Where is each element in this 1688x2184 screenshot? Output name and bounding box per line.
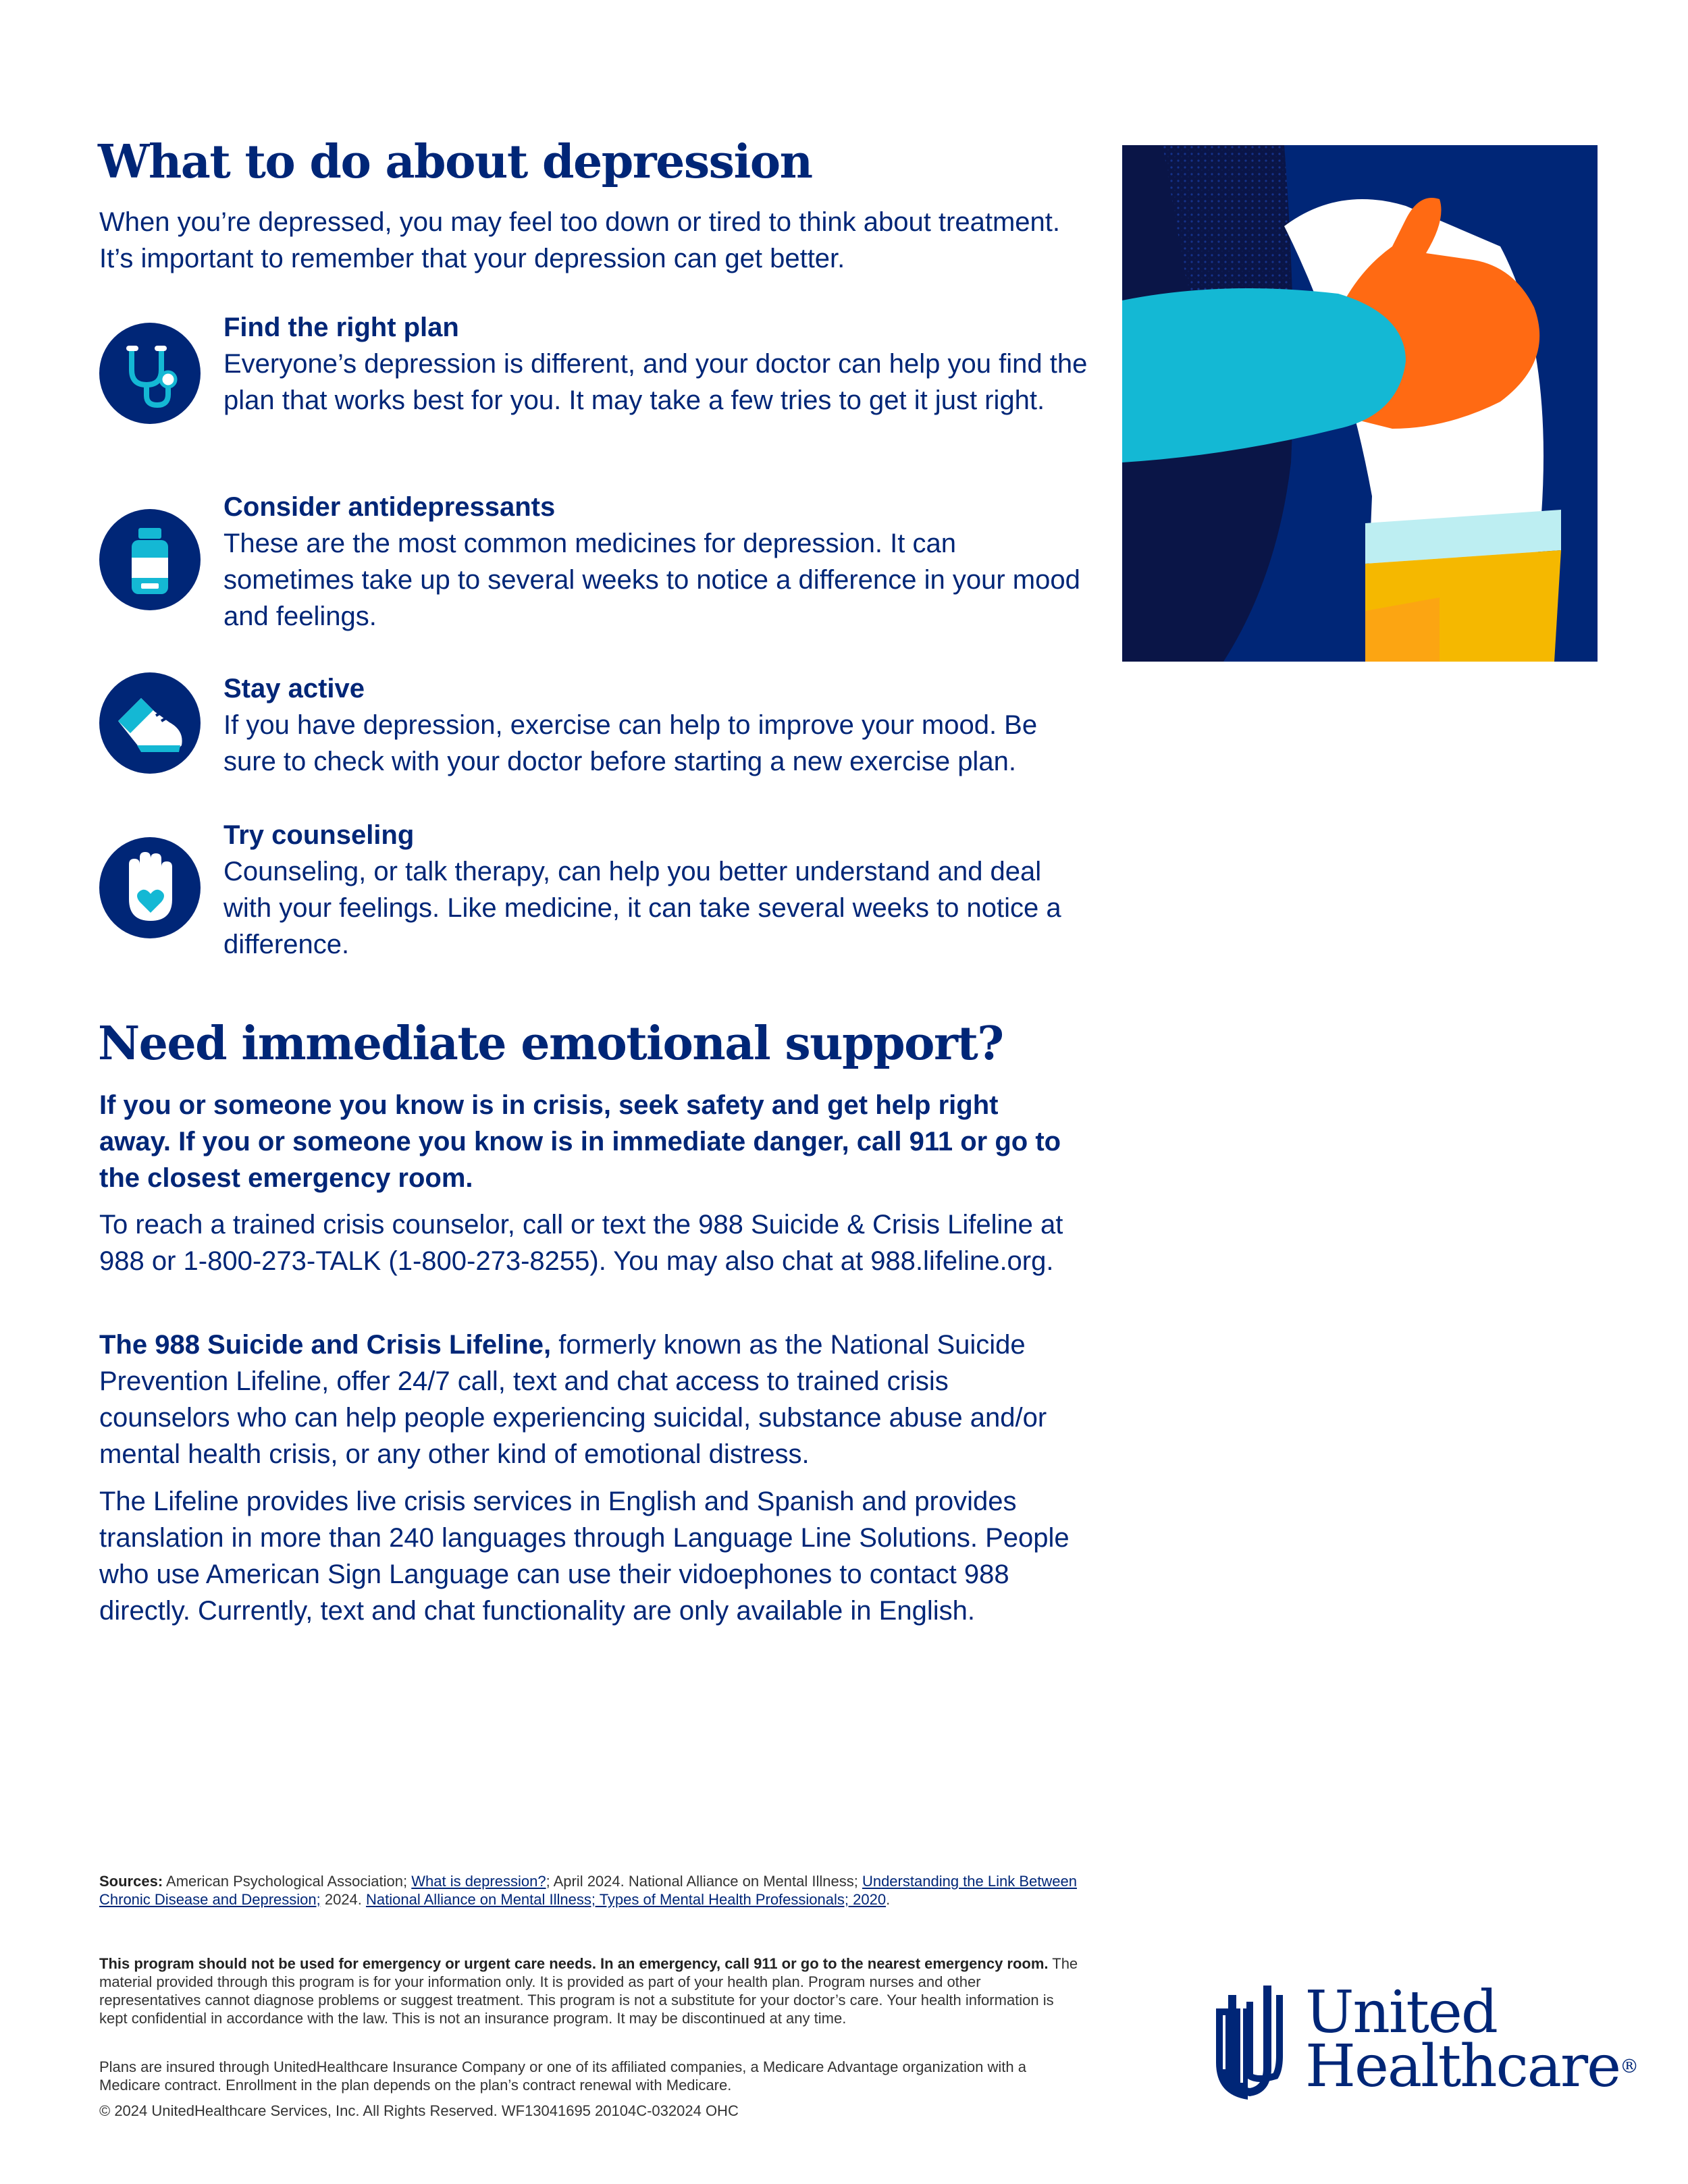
crisis-lead: If you or someone you know is in crisis, seek safety and get help right away. If you or someone you know is in immediate danger, call 911 or go to the closest emergency room.: [99, 1090, 1061, 1193]
item-body: These are the most common medicines for depression. It can sometimes take up to several weeks to notice a difference in your mood and feelings.: [223, 529, 1080, 631]
logo-line-healthcare: [1305, 2033, 1638, 2100]
item-title: Stay active: [223, 674, 365, 703]
hand-heart-icon: [99, 837, 201, 938]
disclaimer: [99, 1954, 1085, 2027]
section1-intro: When you’re depressed, you may feel too down or tired to think about treatment. It’s important to remember that your depression can get better.: [99, 207, 1061, 273]
copyright: © 2024 UnitedHealthcare Services, Inc. All Rights Reserved. WF13041695 20104C-032024 OHC: [99, 2102, 739, 2119]
u-shield-icon: [1211, 1981, 1285, 2103]
item-title: Find the right plan: [223, 313, 459, 342]
sources-text: ; April 2024. National Alliance on Mental Illness;: [546, 1873, 862, 1890]
list-item-antidepressants: [99, 489, 1085, 637]
illustration-hand-on-shoulder: [1122, 145, 1598, 662]
list-item-find-plan: [99, 309, 1088, 458]
source-link-types-of-professionals[interactable]: National Alliance on Mental Illness; Types of Mental Health Professionals; 2020: [366, 1891, 887, 1908]
sources-text: American Psychological Association;: [163, 1873, 412, 1890]
plans-note: Plans are insured through UnitedHealthcare Insurance Company or one of its affiliated companies, a Medicare Advantage organization with a Medicare contract. Enrollment in the plan depends on the plan’s contract renewal with Medicare.: [99, 2058, 1026, 2094]
list-item-stay-active: [99, 670, 1085, 785]
logo-healthcare-text: Healthcare: [1305, 2033, 1620, 2100]
lifeline-name: The 988 Suicide and Crisis Lifeline,: [99, 1330, 552, 1360]
item-body: Counseling, or talk therapy, can help you better understand and deal with your feelings. Like medicine, it can take several weeks to notice a difference.: [223, 857, 1061, 959]
source-link-what-is-depression[interactable]: What is depression?: [411, 1873, 546, 1890]
item-body: Everyone’s depression is different, and your doctor can help you find the plan that works best for you. It may take a few tries to get it just right.: [223, 349, 1088, 415]
lifeline-services-paragraph: The Lifeline provides live crisis services in English and Spanish and provides translation in more than 240 languages through Language Line Solutions. People who use American Sign Language can use their vidoephones to contact 988 directly. Currently, text and chat functionality are only available in English.: [99, 1487, 1070, 1626]
list-item-counseling: [99, 817, 1085, 965]
crisis-counselor-paragraph: To reach a trained crisis counselor, call or text the 988 Suicide & Crisis Lifeline at 988 or 1-800-273-TALK (1-800-273-8255). You may also chat at 988.lifeline.org.: [99, 1210, 1063, 1276]
sources-text: 2024.: [320, 1891, 367, 1908]
medicine-bottle-icon: [99, 509, 201, 610]
unitedhealthcare-logo: [1211, 1975, 1638, 2110]
registered-mark: ®: [1620, 2055, 1638, 2077]
section1-title: What to do about depression: [98, 135, 812, 189]
sources-label: Sources:: [99, 1873, 163, 1890]
sneaker-icon: [99, 672, 201, 774]
source-link-chronic-disease[interactable]: Understanding the Link Between Chronic Disease and Depression;: [99, 1873, 1077, 1908]
sources-note: [99, 1872, 1085, 1909]
item-body: If you have depression, exercise can help to improve your mood. Be sure to check with your doctor before starting a new exercise plan.: [223, 710, 1038, 776]
lifeline-description: formerly known as the National Suicide Prevention Lifeline, offer 24/7 call, text and chat access to trained crisis counselors who can help people experiencing suicidal, substance abuse and/or mental health crisis, or any other kind of emotional distress.: [99, 1330, 1047, 1469]
item-title: Try counseling: [223, 820, 415, 850]
disclaimer-bold: This program should not be used for emergency or urgent care needs. In an emergency, call 911 or go to the nearest emergency room.: [99, 1955, 1049, 1972]
item-title: Consider antidepressants: [223, 492, 556, 522]
section2-title: Need immediate emotional support?: [98, 1017, 1003, 1071]
disclaimer-text: The material provided through this program is for your information only. It is provided as part of your health plan. Program nurses and other representatives cannot diagnose problems or suggest treatment. This program is not a substitute for your doctor’s care. Your health information is kept confidential in accordance with the law. This is not an insurance program. It may be discontinued at any time.: [99, 1955, 1078, 2027]
lifeline-paragraph: [99, 1327, 1085, 1472]
logo-line-united: United: [1305, 1979, 1497, 2046]
sources-text: .: [886, 1891, 891, 1908]
stethoscope-icon: [99, 323, 201, 424]
